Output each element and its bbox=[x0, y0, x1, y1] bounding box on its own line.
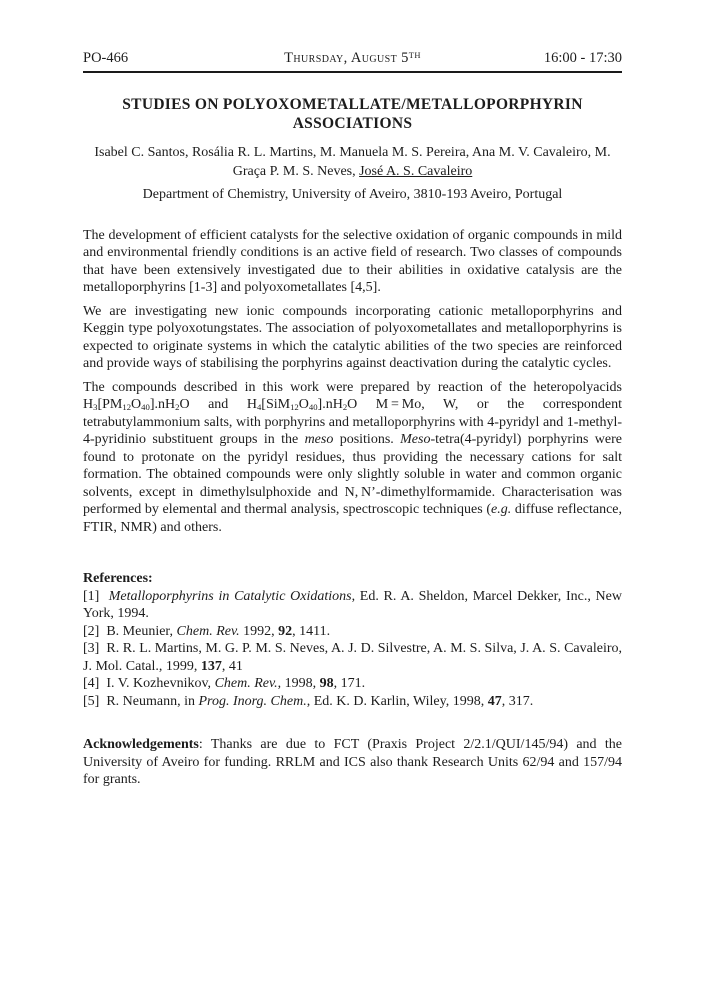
reference-item-5: [5] R. Neumann, in Prog. Inorg. Chem., Ed. K. D. Karlin, Wiley, 1998, 47, 317. bbox=[83, 693, 534, 709]
abstract-paragraph-2: We are investigating new ionic compounds incorporating cationic metalloporphyrins and Keggin type polyoxotungstates. The association of polyoxometallates and metalloporphyrins is expected to originate systems in which the catalytic abilities of the two species are reinforced and provide ways of stabilising the porphyrins against deactivation during the catalytic cycles. bbox=[83, 303, 622, 371]
reference-item-4: [4] I. V. Kozhevnikov, Chem. Rev., 1998, 98, 171. bbox=[83, 676, 366, 691]
acknowledgements: Acknowledgements: Thanks are due to FCT (Praxis Project 2/2.1/QUI/145/94) and the University of Aveiro for funding. RRLM and ICS also thank Research Units 62/94 and 157/94 for grants. bbox=[83, 737, 622, 787]
affiliation: Department of Chemistry, University of Aveiro, 3810-193 Aveiro, Portugal bbox=[142, 187, 563, 202]
header-rule bbox=[83, 71, 622, 73]
references-section bbox=[83, 570, 622, 710]
session-time: 16:00 - 17:30 bbox=[543, 50, 622, 66]
abstract-paragraph-3: The compounds described in this work were prepared by reaction of the heteropolyacids $H_3[PM_{12}O_{40}].nH_2O$ and $H_4[SiM_{12}O_{40}].nH_2O$ M = Mo, W, or the correspondent tetrabutylammonium salts, with porphyrins and metalloporphyrins with 4-pyridyl and 1-methyl-4-pyridinio substituent groups in the meso positions. Meso-tetra(4-pyridyl) porphyrins were found to protonate on the pyridyl residues, thus providing the necessary cations for salt formation. The obtained compounds were only slightly soluble in water and common organic solvents, except in dimethylsulphoxide and N, N’-dimethylformamide. Characterisation was performed by elemental and thermal analysis, spectroscopic techniques (e.g. diffuse reflectance, FTIR, NMR) and others. bbox=[83, 379, 622, 535]
session-header bbox=[83, 50, 622, 67]
author-list: Isabel C. Santos, Rosália R. L. Martins, M. Manuela M. S. Pereira, Ana M. V. Cavaleiro, M. Graça P. M. S. Neves, José A. S. Cavaleiro bbox=[94, 145, 611, 179]
abstract-paragraph-1: The development of efficient catalysts for the selective oxidation of organic compounds in mild and environmental friendly conditions is an active field of research. Two classes of compounds that have been extensively investigated due to their abilities in oxidative catalysis are the metalloporphyrins [1-3] and polyoxometallates [4,5]. bbox=[83, 227, 622, 295]
session-date: Thursday, August 5TH bbox=[284, 50, 421, 66]
reference-item-2: [2] B. Meunier, Chem. Rev. 1992, 92, 1411. bbox=[83, 623, 331, 639]
session-code: PO-466 bbox=[83, 50, 129, 66]
reference-item-1: [1] Metalloporphyrins in Catalytic Oxidations, Ed. R. A. Sheldon, Marcel Dekker, Inc., New York, 1994. bbox=[83, 588, 622, 621]
reference-item-3: [3] R. R. L. Martins, M. G. P. M. S. Neves, A. J. D. Silvestre, A. M. S. Silva, J. A. S. Cavaleiro, J. Mol. Catal., 1999, 137, 41 bbox=[83, 641, 622, 674]
references-heading: References: bbox=[83, 571, 153, 586]
paper-title: STUDIES ON POLYOXOMETALLATE/METALLOPORPHYRIN ASSOCIATIONS bbox=[122, 96, 583, 132]
